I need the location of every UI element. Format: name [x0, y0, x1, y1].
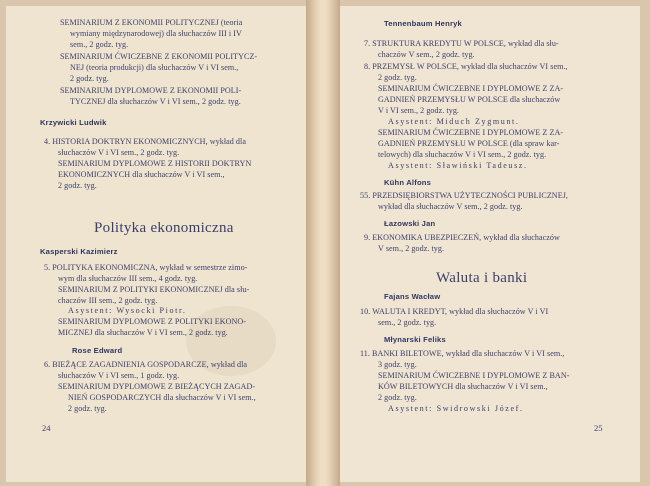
author-name: Kühn Alfons	[384, 178, 432, 187]
course-line: 7. STRUKTURA KREDYTU W POLSCE, wykład dla słu-	[364, 39, 559, 48]
text-line: wymiany międzynarodowej) dla słuchaczów III i IV	[70, 29, 242, 38]
author-name: Krzywicki Ludwik	[40, 118, 107, 127]
author-name: Fajans Wacław	[384, 292, 441, 301]
course-line: 10. WALUTA I KREDYT, wykład dla słuchaczów V i VI	[360, 307, 549, 316]
text-line: 2 godz. tyg.	[68, 404, 107, 413]
text-line: SEMINARIUM ĆWICZEBNE I DYPLOMOWE Z ZA-	[378, 84, 564, 93]
text-line: NEJ (teoria produkcji) dla słuchaczów V i VI sem.,	[70, 63, 239, 72]
text-line: wym dla słuchaczów III sem., 4 godz. tyg.	[58, 274, 198, 283]
text-line: wykład dla słuchaczów V sem., 2 godz. tyg.	[378, 202, 523, 211]
course-line: 9. EKONOMIKA UBEZPIECZEŃ, wykład dla słuchaczów	[364, 233, 560, 242]
text-line: telowych) dla słuchaczów V i VI sem., 2 godz. tyg.	[378, 150, 547, 159]
author-name: Kasperski Kazimierz	[40, 247, 118, 256]
assistant-line: Asystent: Sławiński Tadeusz.	[388, 161, 528, 170]
text-line: SEMINARIUM Z POLITYKI EKONOMICZNEJ dla słu-	[58, 285, 250, 294]
text-line: słuchaczów V i VI sem., 2 godz. tyg.	[58, 148, 180, 157]
course-line: 4. HISTORIA DOKTRYN EKONOMICZNYCH, wykład dla	[44, 137, 246, 146]
right-page-text	[340, 6, 640, 482]
binding-thread	[322, 0, 324, 486]
text-line: chaczów III sem., 2 godz. tyg.	[58, 296, 158, 305]
author-name: Młynarski Feliks	[384, 335, 446, 344]
course-line: 55. PRZEDSIĘBIORSTWA UŻYTECZNOŚCI PUBLICZNEJ,	[360, 191, 568, 200]
course-line: 6. BIEŻĄCE ZAGADNIENIA GOSPODARCZE, wykład dla	[44, 360, 248, 369]
left-page	[6, 6, 306, 482]
course-line: 11. BANKI BILETOWE, wykład dla słuchaczów V i VI sem.,	[360, 349, 565, 358]
text-line: 2 godz. tyg.	[58, 181, 97, 190]
text-line: SEMINARIUM DYPLOMOWE Z HISTORII DOKTRYN	[58, 159, 252, 168]
text-line: chaczów V sem., 2 godz. tyg.	[378, 50, 475, 59]
text-line: SEMINARIUM DYPLOMOWE Z BIEŻĄCYCH ZAGAD-	[58, 382, 256, 391]
left-page-text	[6, 6, 306, 482]
text-line: SEMINARIUM ĆWICZEBNE I DYPLOMOWE Z ZA-	[378, 128, 564, 137]
text-line: SEMINARIUM ĆWICZEBNE Z EKONOMII POLITYCZ-	[60, 52, 258, 61]
text-line: SEMINARIUM DYPLOMOWE Z EKONOMII POLI-	[60, 86, 242, 95]
section-heading: Waluta i banki	[436, 270, 528, 286]
text-line: SEMINARIUM DYPLOMOWE Z POLITYKI EKONO-	[58, 317, 247, 326]
text-line: słuchaczów V i VI sem., 1 godz. tyg.	[58, 371, 180, 380]
course-line: 5. POLITYKA EKONOMICZNA, wykład w semestrze zimo-	[44, 263, 248, 272]
text-line: GADNIEŃ PRZEMYSŁU W POLSCE dla słuchaczów	[378, 95, 561, 104]
text-line: V i VI sem., 2 godz. tyg.	[378, 106, 459, 115]
assistant-line: Asystent: Miduch Zygmunt.	[388, 117, 520, 126]
page-number: 24	[42, 423, 51, 433]
assistant-line: Asystent: Swidrowski Józef.	[388, 404, 524, 413]
author-name: Łazowski Jan	[384, 219, 436, 228]
text-line: EKONOMICZNYCH dla słuchaczów V i VI sem.,	[58, 170, 225, 179]
author-name: Tennenbaum Henryk	[384, 19, 462, 28]
text-line: GADNIEŃ PRZEMYSŁU W POLSCE (dla spraw kar-	[378, 139, 560, 148]
text-line: NIEŃ GOSPODARCZYCH dla słuchaczów V i VI sem.,	[68, 393, 256, 402]
assistant-line: Asystent: Wysocki Piotr.	[68, 306, 187, 315]
text-line: sem., 2 godz. tyg.	[378, 318, 437, 327]
text-line: SEMINARIUM ĆWICZEBNE I DYPLOMOWE Z BAN-	[378, 371, 570, 380]
text-line: sem., 2 godz. tyg.	[70, 40, 129, 49]
course-line: 8. PRZEMYSŁ W POLSCE, wykład dla słuchaczów VI sem.,	[364, 62, 568, 71]
text-line: 2 godz. tyg.	[70, 74, 109, 83]
page-number: 25	[594, 423, 603, 433]
text-line: TYCZNEJ dla słuchaczów V i VI sem., 2 godz. tyg.	[70, 97, 241, 106]
text-line: V sem., 2 godz. tyg.	[378, 244, 445, 253]
text-line: 2 godz. tyg.	[378, 393, 417, 402]
text-line: SEMINARIUM Z EKONOMII POLITYCZNEJ (teoria	[60, 18, 243, 27]
text-line: KÓW BILETOWYCH dla słuchaczów V i VI sem.,	[378, 382, 548, 391]
right-page	[340, 6, 640, 482]
author-name: Rose Edward	[72, 346, 123, 355]
text-line: MICZNEJ dla słuchaczów V i VI sem., 2 godz. tyg.	[58, 328, 228, 337]
text-line: 3 godz. tyg.	[378, 360, 417, 369]
text-line: 2 godz. tyg.	[378, 73, 417, 82]
section-heading: Polityka ekonomiczna	[94, 220, 234, 236]
